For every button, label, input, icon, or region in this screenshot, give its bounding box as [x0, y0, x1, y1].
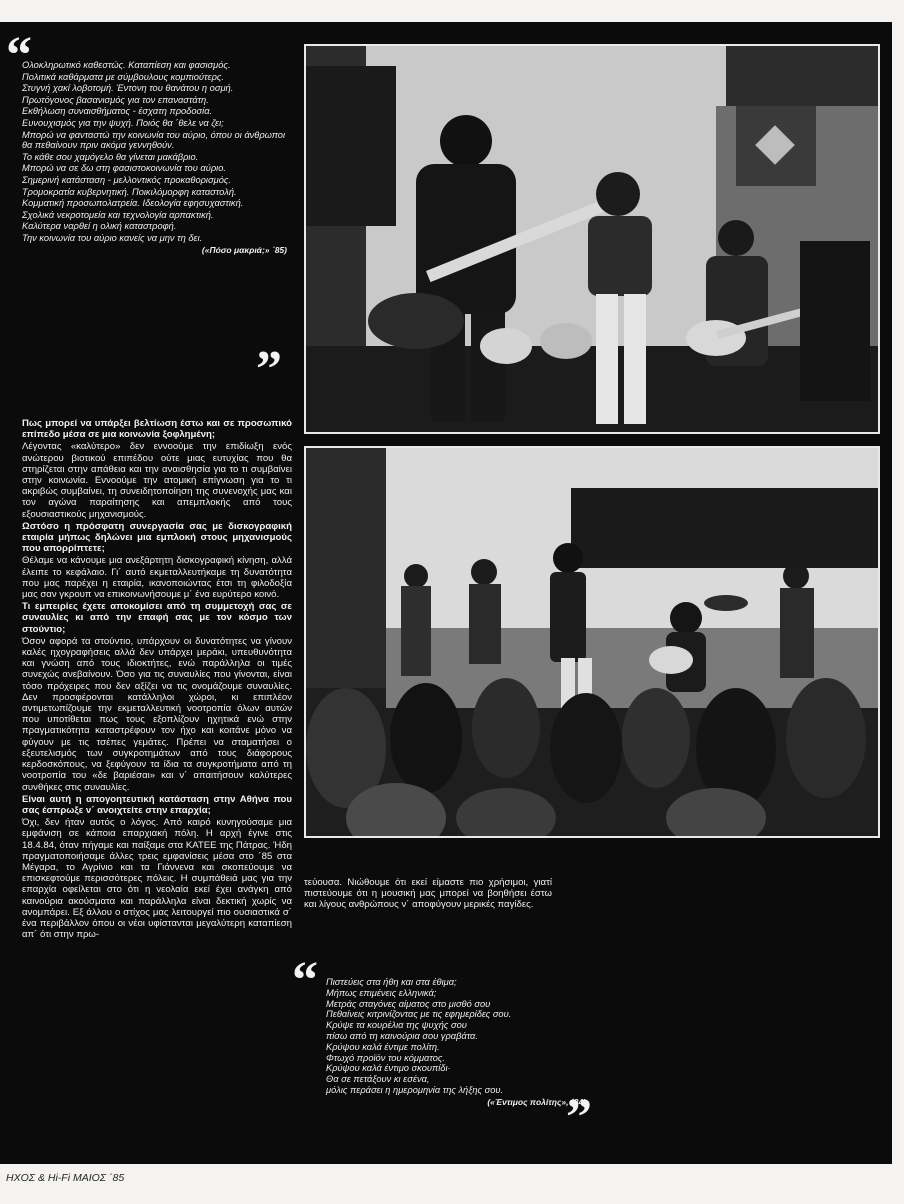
- top-quote-line: Μπορώ να φανταστώ την κοινωνία του αύριο, όπου οι άνθρωποι θα πεθαίνουν πριν ακόμα γεννηθούν.: [22, 129, 286, 151]
- top-quote-line: Ευνουχισμός για την ψυχή. Ποιός θα ´θελε να ζει;: [22, 117, 224, 128]
- bottom-quote-source: («Έντιμος πολίτης», ´84): [487, 1096, 586, 1107]
- interview-question: Πως μπορεί να υπάρξει βελτίωση έστω και σε προσωπικό επίπεδο μέσα σε μια κοινωνία ξοφλημένη;: [22, 418, 292, 441]
- bottom-quote: [326, 977, 586, 1108]
- top-quote-line: Το κάθε σου χαμόγελο θα γίνεται μακάβριο.: [22, 151, 199, 162]
- interview-question: Είναι αυτή η απογοητευτική κατάσταση στην Αθήνα που σας έσπρωξε ν´ ανοιχτείτε στην επαρχία;: [22, 793, 292, 816]
- photo-band-on-stage: [304, 44, 880, 434]
- bottom-quote-line: Κρύψου καλά έντιμε πολίτη.: [326, 1041, 440, 1052]
- bottom-quote-line: πίσω από τη καινούρια σου γραβάτα.: [326, 1030, 478, 1041]
- page-footer: ΗΧΟΣ & Hi-Fi ΜΑΙΟΣ ´85: [6, 1172, 125, 1184]
- top-quote-line: Κομματική προσωπολατρεία. Ιδεολογία εφησυχαστική.: [22, 198, 244, 209]
- interview-answer: Θέλαμε να κάνουμε μια ανεξάρτητη δισκογραφική κίνηση, αλλά έλειπε το κεφάλαιο. Γι´ αυτό εκμεταλλευτήκαμε τη δυνατότητα που μας παρέχει η εταιρία, ικανοποιώντας έτσι τη φιλοδοξία μας σαν γκρουπ να επικοινωνήσουμε μ´ ένα ευρύτερο κοινό.: [22, 555, 292, 601]
- top-quote-line: Σημερινή κατάσταση - μελλοντικός προκαθορισμός.: [22, 174, 231, 185]
- bottom-quote-line: μόλις περάσει η ημερομηνία της λήξης σου.: [326, 1084, 504, 1095]
- interview-answer: Όσον αφορά τα στούντιο, υπάρχουν οι δυνατότητες να γίνουν καλές ηχογραφήσεις αλλά δεν υπάρχει μεράκι, υπευθυνότητα και γνώση από τους ιδιοκτήτες, ενώ παράλληλα οι τιμές συνεχώς ανεβαίνουν. Όσο για τις συναυλίες που γίνονται, είναι τόσο πρόχειρες που δεν αξίζει να τις ονομάζουμε συναυλίες. Δεν προσφέρονται κατάλληλοι χώροι, κι επιπλέον αντιμετωπίζουμε την εκμεταλλευτική νοοτροπία όλων αυτών που υποτίθεται πως τους εξοπλίζουν ηχητικά ενώ στην πραγματικότητα καταστρέφουν τον ήχο και κοιτάνε μόνο να φύγουν με τις τσέπες γεμάτες. Πρέπει να σταματήσει ο εξευτελισμός των συγκροτημάτων από τους διάφορους κερδοσκόπους, να ξεφύγουν τα ίδια τα συγκροτήματα από τη νοοτροπία του «δε βαριέσαι» και ν´ απαιτήσουν καλύτερες συνθήκες στις συναυλίες.: [22, 635, 292, 793]
- top-quote-line: Την κοινωνία του αύριο κανείς να μην τη δει.: [22, 232, 203, 243]
- top-quote-line: Σχολικά νεκροτομεία και τεχνολογία αρπακτική.: [22, 209, 214, 220]
- top-quote-line: Τρομοκρατία κυβερνητική. Ποικιλόμορφη καταστολή.: [22, 186, 237, 197]
- bottom-quote-line: Μετράς σταγόνες αίματος στο μισθό σου: [326, 998, 491, 1009]
- photo-band-with-audience: [304, 446, 880, 838]
- bottom-quote-line: Πεθαίνεις κιτρινίζοντας με τις εφημερίδες σου.: [326, 1009, 512, 1020]
- top-quote-line: Πολιτικά καθάρματα με σύμβουλους κομπιούτερς.: [22, 71, 225, 82]
- top-quote-line: Μπορώ να σε δω στη φασιστοκοινωνία του αύριο.: [22, 163, 226, 174]
- bottom-quote-line: Μήπως επιμένεις ελληνικά;: [326, 987, 437, 998]
- bottom-quote-line: Κρύψε τα κουρέλια της ψυχής σου: [326, 1020, 467, 1031]
- top-quote-line: Πρωτόγονος βασανισμός για τον επαναστάτη.: [22, 94, 209, 105]
- interview-question: Ωστόσο η πρόσφατη συνεργασία σας με δισκογραφική εταιρία μήπως δηλώνει μια εμπλοκή στους μηχανισμούς που απορρίπτετε;: [22, 520, 292, 555]
- bottom-quote-line: Πιστεύεις στα ήθη και στα έθιμα;: [326, 977, 457, 987]
- top-quote-line: Ολοκληρωτικό καθεστώς. Καταπίεση και φασισμός.: [22, 60, 231, 70]
- close-quote-mark-bottom: ”: [566, 1089, 592, 1146]
- interview-answer: Λέγοντας «καλύτερο» δεν εννοούμε την επιδίωξη ενός ανώτερου βιοτικού επιπέδου ούτε μιας ευτυχίας που θα στηρίζεται στην απάθεια και την αναισθησία για το τι συμβαίνει στην κοινωνία. Εννοούμε την ατομική επίγνωση για το τι ακριβώς συμβαίνει, τη συνειδητοποίηση της συνενοχής μας και τον αγώνα παραίτησης και απεμπλοκής από τους εξουσιαστικούς μηχανισμούς.: [22, 441, 292, 520]
- open-quote-mark-bottom: “: [292, 952, 318, 1009]
- photo-band-on-stage-image: [306, 46, 878, 432]
- bottom-quote-line: Φτωχό προϊόν του κόμματος.: [326, 1052, 445, 1063]
- close-quote-mark-top: ”: [256, 341, 282, 398]
- top-quote-line: Καλύτερα ναρθεί η ολική καταστροφή.: [22, 221, 177, 232]
- bottom-quote-line: Κρύψου καλά έντιμο σκουπίδι·: [326, 1063, 451, 1074]
- article-body: [22, 418, 292, 941]
- interview-answer: Όχι, δεν ήταν αυτός ο λόγος. Από καιρό κυνηγούσαμε μια εμφάνιση σε κάποια επαρχιακή πόλη. Η αρχή έγινε στις 18.4.84, όταν πήγαμε και παίξαμε στα ΚΑΤΕΕ της Πάτρας. Ήδη πραγματοποιήσαμε άλλες τρεις εμφανίσεις μέσα στο ´85 στα Μέγαρα, το Αγρίνιο και τα Γιάννενα και σκοπεύουμε να επισκεφτούμε περισσότερες πόλεις. Η συμπάθειά μας για την επαρχία οφείλεται στο ότι η νεολαία εκεί έχει ανάγκη από καινούρια ακούσματα και παράλληλα είναι δεκτική χωρίς να ανομπάρει. Εξ άλλου ο στίχος μας λειτουργεί πιο ουσιαστικά σ´ ένα περιβάλλον όπου οι νέοι υφίστανται μεγαλύτερη καταπίεση απ´ ότι στην πρω-: [22, 817, 292, 941]
- top-quote: [22, 60, 287, 255]
- bottom-quote-line: Θα σε πετάξουν κι εσένα,: [326, 1074, 430, 1085]
- interview-question: Τι εμπειρίες έχετε αποκομίσει από τη συμμετοχή σας σε συναυλίες κι από την επαφή σας με τον κόσμο των στούντιο;: [22, 601, 292, 635]
- top-quote-source: («Πόσο μακριά;» ´85): [201, 244, 287, 255]
- photo-band-with-audience-image: [306, 448, 878, 836]
- open-quote-mark-top: “: [6, 27, 32, 84]
- top-quote-line: Στυγνή χακί λοβοτομή. Έντονη του θανάτου η οσμή.: [22, 83, 234, 94]
- article-continuation: τεύουσα. Νιώθουμε ότι εκεί είμαστε πιο χρήσιμοι, γιατί πιστεύουμε ότι η μουσική μας μπορεί να βοηθήσει έστω και λίγους ανθρώπους ν´ αποφύγουν μερικές παγίδες.: [304, 877, 552, 911]
- top-quote-line: Εκθήλωση συναισθήματος - έσχατη προδοσία.: [22, 106, 213, 117]
